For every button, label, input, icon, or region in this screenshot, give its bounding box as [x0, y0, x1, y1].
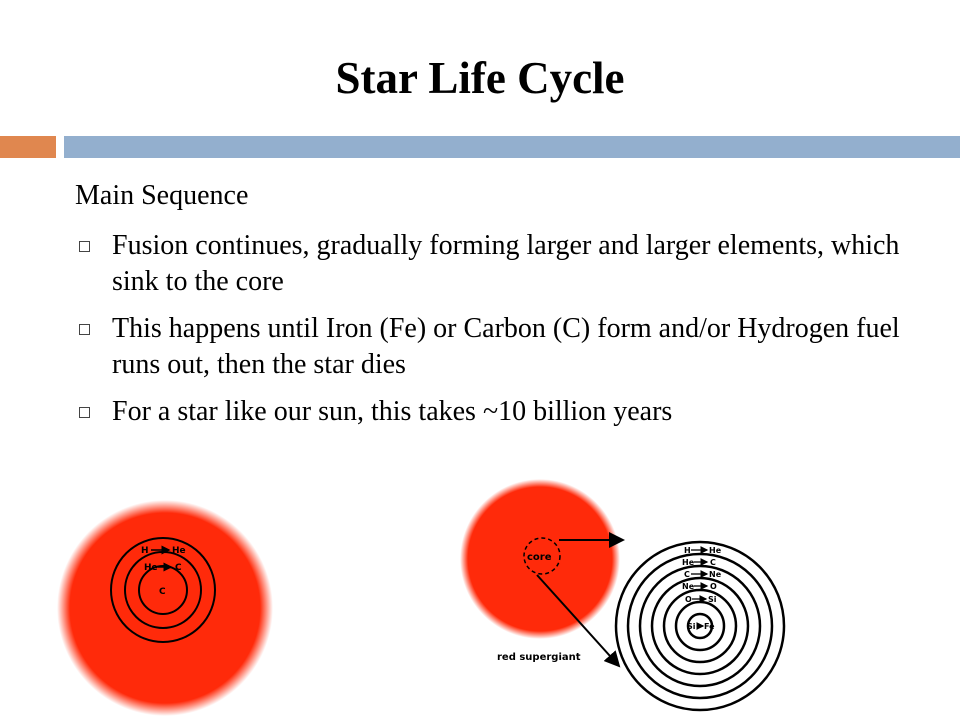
shell-label: He [172, 546, 186, 556]
core-label: core [527, 552, 552, 563]
shell-label: C [684, 570, 690, 579]
core-label: Fe [704, 622, 715, 631]
sun-like-star-figure [55, 496, 275, 720]
shell-label: He [709, 546, 722, 555]
shell-label: Ne [709, 570, 722, 579]
accent-bar-blue [64, 136, 960, 158]
bullet-list [75, 228, 915, 430]
red-supergiant-figure [455, 474, 960, 720]
core-label: C [159, 587, 166, 597]
shell-label: C [710, 558, 716, 567]
bullet-item [75, 394, 915, 430]
shell-label: Si [708, 595, 717, 604]
slide-body [75, 178, 915, 441]
shell-label: Ne [682, 582, 695, 591]
square-bullet-icon [79, 241, 90, 252]
shell-label: H [141, 546, 149, 556]
square-bullet-icon [79, 324, 90, 335]
slide-title: Star Life Cycle [335, 53, 625, 103]
bullet-text: For a star like our sun, this takes ~10 billion years [112, 396, 673, 427]
shell-label: He [144, 563, 158, 573]
accent-bar-orange [0, 136, 56, 158]
star-body [57, 500, 273, 716]
section-heading: Main Sequence [75, 180, 249, 211]
bullet-text: Fusion continues, gradually forming larger and larger elements, which sink to the core [112, 230, 900, 297]
core-label: Si [687, 622, 696, 631]
shell-label: H [684, 546, 691, 555]
square-bullet-icon [79, 407, 90, 418]
shell-label: O [710, 582, 717, 591]
bullet-text: This happens until Iron (Fe) or Carbon (C) form and/or Hydrogen fuel runs out, then the star dies [112, 313, 900, 380]
shell-label: O [685, 595, 692, 604]
bullet-item [75, 228, 915, 300]
figure-caption: red supergiant [497, 652, 581, 663]
shell-label: C [175, 563, 182, 573]
bullet-item [75, 311, 915, 383]
shell-label: He [682, 558, 695, 567]
